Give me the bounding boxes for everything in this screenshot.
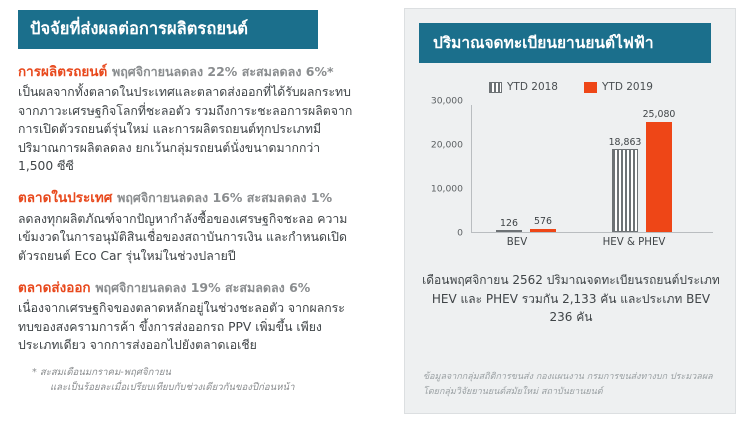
x-axis-labels bbox=[471, 237, 713, 255]
bar-bev-ytd-2018[interactable] bbox=[496, 218, 522, 232]
bar-value-hev-2019: 25,080 bbox=[642, 109, 676, 120]
section-domestic-heading-main: ตลาดในประเทศ bbox=[18, 190, 113, 207]
section-domestic-body: ลดลงทุกผลิตภัณฑ์จากปัญหากำลังซื้อของเศรษฐกิจชะลอ ความเข้มงวดในการอนุมัติสินเชื่อของสถาบันการเงิน และกำหนดเปิดตัวรถยนต์ Eco Car รุ่นใหม่ในช่วงปลายปี bbox=[18, 211, 348, 263]
footnote bbox=[32, 366, 294, 396]
section-domestic-heading-sub: พฤศจิกายนลดลง 16% สะสมลดลง 1% bbox=[117, 190, 333, 206]
legend-item-ytd-2018 bbox=[489, 81, 558, 93]
plot-area bbox=[471, 105, 713, 233]
legend-label-ytd-2018: YTD 2018 bbox=[507, 81, 558, 93]
legend-swatch-solid-icon bbox=[584, 82, 597, 93]
chart-title: ปริมาณจดทะเบียนยานยนต์ไฟฟ้า bbox=[419, 23, 711, 63]
bar-value-hev-2018: 18,863 bbox=[608, 137, 642, 148]
x-tick-hev-phev: HEV & PHEV bbox=[602, 237, 666, 248]
bar-hev-ytd-2018[interactable] bbox=[608, 137, 642, 232]
section-domestic bbox=[18, 189, 386, 265]
chart-source-note: ข้อมูลจากกลุ่มสถิติการขนส่ง กองแผนงาน กรมการขนส่งทางบก ประมวลผลโดยกลุ่มวิจัยยานยนต์สมัยใหม่ สถาบันยานยนต์ bbox=[423, 372, 713, 397]
section-production-heading-main: การผลิตรถยนต์ bbox=[18, 64, 108, 80]
bar-chart bbox=[419, 95, 719, 259]
bar-group-bev bbox=[496, 216, 556, 232]
y-tick-30000: 30,000 bbox=[430, 95, 463, 107]
section-domestic-heading bbox=[18, 189, 386, 207]
y-axis-labels bbox=[419, 95, 467, 239]
chart-caption: เดือนพฤศจิกายน 2562 ปริมาณจดทะเบียนรถยนต์ประเภท HEV และ PHEV รวมกัน 2,133 คัน และประเภท BEV 236 คัน bbox=[422, 273, 720, 325]
page-title: ปัจจัยที่ส่งผลต่อการผลิตรถยนต์ bbox=[18, 10, 318, 49]
bar-group-hev-phev bbox=[608, 109, 676, 232]
footnote-line-1: * สะสมเดือนมกราคม-พฤศจิกายน bbox=[32, 367, 171, 379]
bar-value-bev-2018: 126 bbox=[500, 218, 518, 229]
legend-swatch-hatched-icon bbox=[489, 82, 502, 93]
y-tick-20000: 20,000 bbox=[430, 139, 463, 151]
bars-layer bbox=[472, 105, 713, 232]
chart-legend bbox=[405, 81, 737, 93]
legend-item-ytd-2019 bbox=[584, 81, 653, 93]
x-tick-bev: BEV bbox=[506, 237, 528, 248]
bar-bev-ytd-2019[interactable] bbox=[530, 216, 556, 232]
footnote-line-2: และเป็นร้อยละเมื่อเปรียบเทียบกับช่วงเดียวกันของปีก่อนหน้า bbox=[50, 382, 295, 394]
section-export bbox=[18, 279, 386, 355]
chart-panel bbox=[404, 8, 736, 414]
section-export-heading-main: ตลาดส่งออก bbox=[18, 279, 91, 296]
section-production-heading-sub: พฤศจิกายนลดลง 22% สะสมลดลง 6%* bbox=[112, 64, 334, 79]
section-export-body: เนื่องจากเศรษฐกิจของตลาดหลักอยู่ในช่วงชะลอตัว จากผลกระทบของสงครามการค้า ขึ้งการส่งออกรถ PPV เพิ่มขึ้น เพียงประเภทเดียว จากการส่งออกไปยังตลาดเอเชีย bbox=[18, 301, 345, 353]
section-production bbox=[18, 63, 386, 175]
section-production-heading bbox=[18, 63, 386, 81]
bar-value-bev-2019: 576 bbox=[534, 216, 552, 227]
section-export-heading-sub: พฤศจิกายนลดลง 19% สะสมลดลง 6% bbox=[95, 279, 311, 295]
y-tick-10000: 10,000 bbox=[430, 183, 463, 195]
section-export-heading bbox=[18, 279, 386, 297]
y-tick-0: 0 bbox=[457, 227, 463, 239]
left-column bbox=[18, 10, 386, 412]
bar-hev-ytd-2019[interactable] bbox=[642, 109, 676, 232]
legend-label-ytd-2019: YTD 2019 bbox=[602, 81, 653, 93]
section-production-body: เป็นผลจากทั้งตลาดในประเทศและตลาดส่งออกที่ได้รับผลกระทบจากภาวะเศรษฐกิจโลกที่ชะลอตัว รวมถึงการะชะลอการผลิตจากการเปิดตัวรถยนต์รุ่นใหม่ และการผลิตรถยนต์ทุกประเภทมีปริมาณการผลิตลดลง ยกเว้นกลุ่มรถยนต์นั่งขนาดมากกว่า 1,500 ซีซี bbox=[18, 85, 353, 173]
